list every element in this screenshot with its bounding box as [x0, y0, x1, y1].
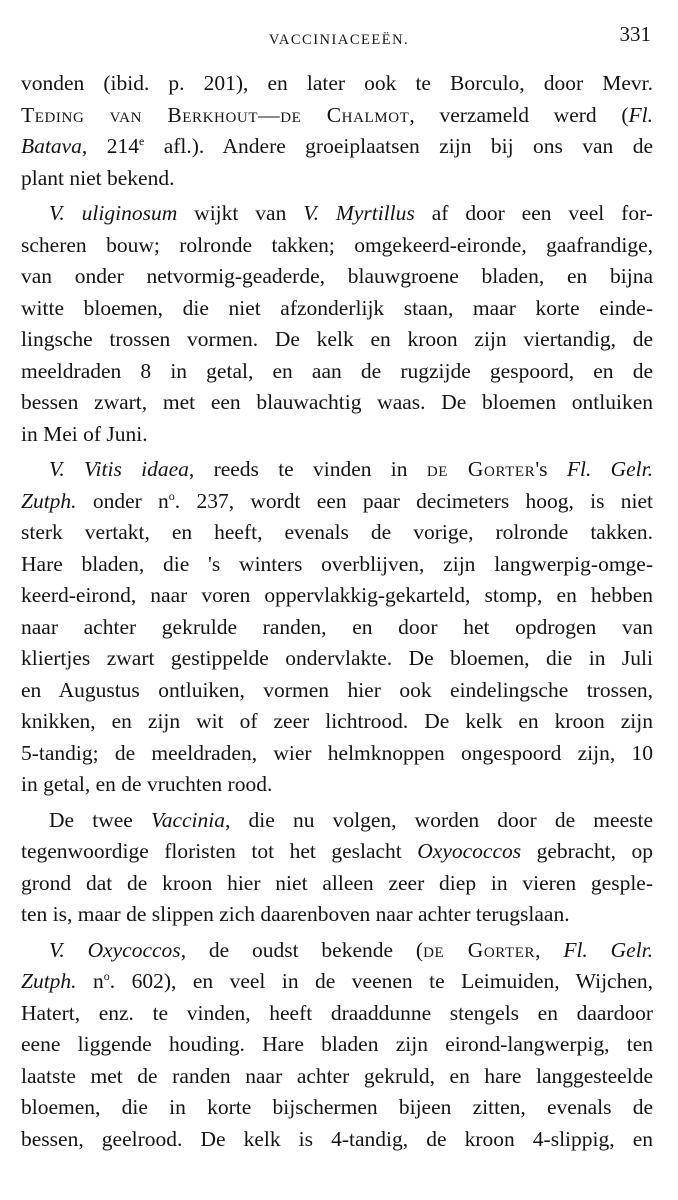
text-run: 's: [535, 457, 567, 481]
small-caps-name: de Gorter: [426, 457, 536, 481]
running-title: VACCINIACEEËN.: [268, 32, 410, 48]
text-run: plant niet bekend.: [21, 165, 175, 190]
text-run: ten is, maar de slippen zich daarenboven naar achter terugslaan.: [21, 902, 570, 926]
page-number: 331: [619, 22, 651, 46]
italic-text: Zutph.: [21, 488, 77, 513]
text-run: knikken, en zijn wit of zeer lichtrood. De kelk en kroon zijn: [21, 709, 653, 733]
paragraph: [21, 935, 653, 1156]
text-run: 5-tandig; de meeldraden, wier helmknoppen ongespoord zijn, 10: [21, 740, 653, 765]
text-line: [21, 966, 653, 998]
superscript: o: [103, 969, 110, 983]
text-line: [21, 998, 653, 1030]
text-run: sterk vertakt, en heeft, evenals de vorige, rolronde takken.: [21, 520, 653, 544]
text-run: kliertjes zwart gestippelde ondervlakte. De bloemen, die in Juli: [21, 646, 653, 670]
paragraph: [21, 805, 653, 931]
small-caps-name: Teding van Berkhout—de Chalmot: [21, 102, 410, 127]
text-run: gebracht, op: [521, 839, 653, 863]
text-run: Hare bladen, die 's winters overblijven, zijn langwerpig-omge-: [21, 551, 653, 576]
text-line: [21, 1092, 653, 1124]
text-run: grond dat de kroon hier niet alleen zeer diep in vieren gesple-: [21, 870, 653, 895]
running-head: [0, 22, 678, 52]
text-line: [21, 868, 653, 900]
text-line: [21, 1029, 653, 1061]
text-run: , verzameld werd (: [409, 102, 629, 127]
text-line: [21, 387, 653, 419]
small-caps-name: de Gorter: [423, 937, 536, 962]
italic-text: V. Myrtillus: [303, 201, 415, 225]
italic-text: Fl. Gelr.: [566, 457, 654, 481]
text-run: tegenwoordige floristen tot het geslacht: [21, 839, 418, 863]
text-run: , die nu volgen, worden door de meeste: [225, 807, 654, 832]
text-line: [21, 419, 653, 451]
text-line: [21, 1061, 653, 1093]
superscript: o: [168, 488, 175, 503]
text-run: bessen, geelrood. De kelk is 4-tandig, de kroon 4-slippig, en: [21, 1126, 653, 1151]
text-run: onder n: [76, 488, 169, 513]
text-run: , reeds te vinden in: [188, 457, 427, 481]
text-run: meeldraden 8 in getal, en aan de rugzijde gespoord, en de: [21, 358, 653, 383]
text-line: [21, 935, 653, 967]
text-line: [21, 675, 653, 707]
text-line: [21, 324, 653, 356]
paragraph: [21, 68, 653, 194]
text-run: af door een veel for-: [414, 201, 653, 225]
text-run: laatste met de randen naar achter gekruld, en hare langgesteelde: [21, 1063, 653, 1088]
text-run: scheren bouw; rolronde takken; omgekeerd-eironde, gaafrandige,: [21, 232, 653, 257]
text-run: keerd-eirond, naar voren oppervlakkig-gekarteld, stomp, en hebben: [21, 583, 653, 607]
text-run: . 237, wordt een paar decimeters hoog, is niet: [174, 488, 653, 513]
text-line: [21, 486, 653, 518]
text-run: van onder netvormig-geaderde, blauwgroene bladen, en bijna: [21, 264, 653, 288]
italic-text: V. uliginosum: [49, 201, 178, 225]
text-line: [21, 293, 653, 325]
text-line: [21, 198, 653, 230]
italic-text: Fl. Gelr.: [563, 937, 654, 962]
text-run: Hatert, enz. te vinden, heeft draaddunne stengels en daardoor: [21, 1000, 653, 1025]
text-run: vonden (ibid. p. 201), en later ook te Borculo, door Mevr.: [21, 71, 653, 95]
text-run: n: [76, 969, 104, 993]
text-line: [21, 517, 653, 549]
text-run: eene liggende houding. Hare bladen zijn eirond-langwerpig, ten: [21, 1032, 653, 1056]
text-line: [21, 836, 653, 868]
italic-text: Batava: [21, 134, 82, 158]
text-run: witte bloemen, die niet afzonderlijk staan, maar korte einde-: [21, 295, 653, 320]
text-run: , de oudst bekende (: [180, 937, 424, 962]
text-line: [21, 1124, 653, 1156]
italic-text: Oxyococcos: [417, 839, 522, 863]
text-run: en Augustus ontluiken, vormen hier ook eindelingsche trossen,: [21, 677, 653, 702]
text-run: ,: [535, 937, 564, 962]
text-line: [21, 580, 653, 612]
text-line: [21, 454, 653, 486]
text-line: [21, 738, 653, 770]
text-run: . 602), en veel in de veenen te Leimuiden, Wijchen,: [109, 969, 654, 993]
text-line: [21, 643, 653, 675]
superscript: e: [138, 134, 145, 148]
text-run: afl.). Andere groeiplaatsen zijn bij ons van de: [144, 134, 654, 158]
text-run: bessen zwart, met een blauwachtig waas. De bloemen ontluiken: [21, 390, 653, 414]
italic-text: Vaccinia: [150, 807, 226, 832]
text-line: [21, 612, 653, 644]
text-line: [21, 163, 653, 195]
italic-text: Zutph.: [21, 969, 77, 993]
text-line: [21, 769, 653, 801]
italic-text: Fl.: [628, 102, 653, 127]
text-line: [21, 356, 653, 388]
text-run: in Mei of Juni.: [21, 421, 148, 446]
text-run: De twee: [49, 807, 151, 832]
text-run: lingsche trossen vormen. De kelk en kroon zijn viertandig, de: [21, 327, 653, 351]
italic-text: V. Oxycoccos: [49, 937, 181, 962]
text-run: bloemen, die in korte bijschermen bijeen zitten, evenals de: [21, 1095, 653, 1119]
paragraph: [21, 198, 653, 450]
italic-text: V. Vitis idaea: [49, 457, 189, 481]
text-line: [21, 899, 653, 931]
text-line: [21, 68, 653, 100]
text-line: [21, 805, 653, 837]
text-run: naar achter gekrulde randen, en door het opdrogen van: [21, 614, 653, 639]
text-run: in getal, en de vruchten rood.: [21, 772, 273, 796]
text-line: [21, 100, 653, 132]
text-line: [21, 706, 653, 738]
text-run: wijkt van: [177, 201, 304, 225]
text-line: [21, 261, 653, 293]
text-line: [21, 230, 653, 262]
body-text: [21, 68, 653, 1155]
paragraph: [21, 454, 653, 801]
text-run: , 214: [81, 134, 139, 158]
text-line: [21, 131, 653, 163]
text-line: [21, 549, 653, 581]
